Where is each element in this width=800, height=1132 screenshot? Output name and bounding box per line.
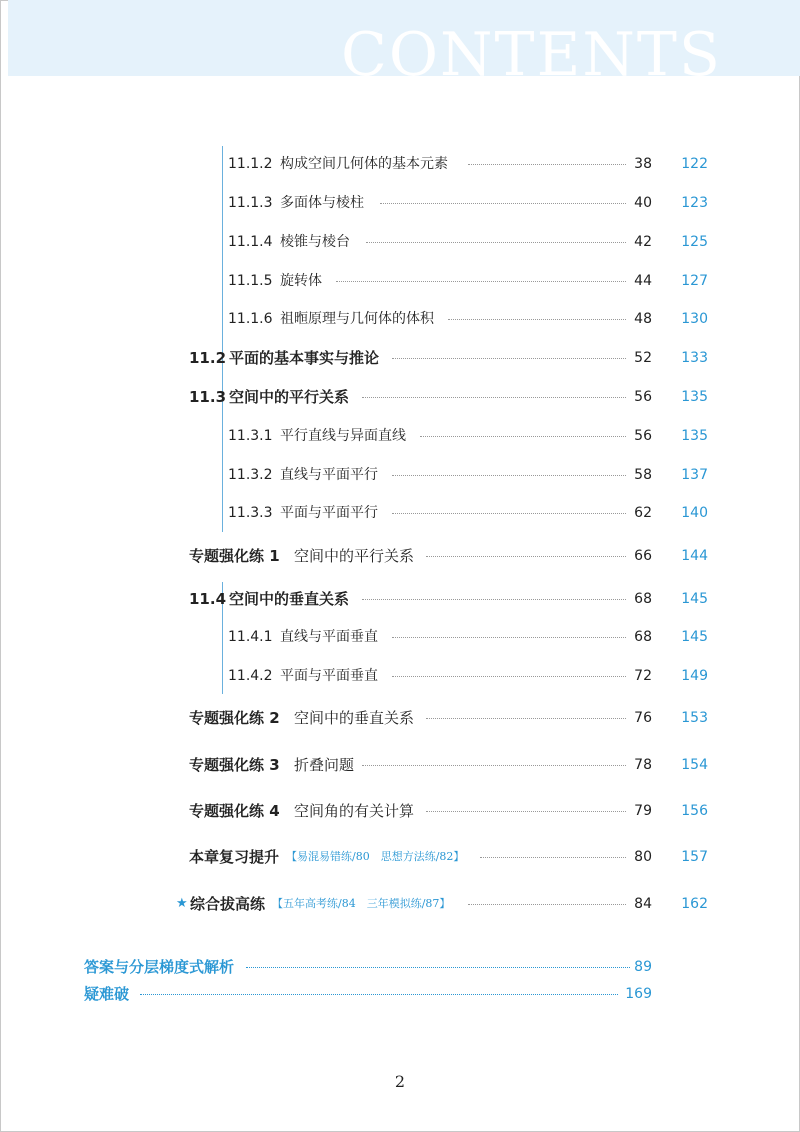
toc-entry[interactable]	[0, 269, 800, 293]
dot-leader	[246, 967, 630, 968]
entry-number: 专题强化练 4	[189, 802, 280, 820]
entry-number: 11.3.1	[228, 428, 273, 444]
dot-leader	[426, 718, 626, 719]
entry-page: 68	[634, 591, 652, 607]
dot-leader	[420, 436, 626, 437]
answer-page: 135	[681, 389, 708, 405]
page-number: 2	[394, 1072, 406, 1091]
toc-entry[interactable]	[0, 706, 800, 730]
entry-page: 38	[634, 156, 652, 172]
entry-page: 84	[634, 896, 652, 912]
toc-entry[interactable]	[0, 664, 800, 688]
toc-entry[interactable]	[0, 152, 800, 176]
answer-page: 140	[681, 505, 708, 521]
appendix-title: 疑难破	[84, 985, 130, 1003]
answer-page: 127	[681, 273, 708, 289]
entry-title: 直线与平面平行	[280, 467, 378, 483]
entry-number: 专题强化练 3	[189, 756, 280, 774]
toc-entry[interactable]	[0, 501, 800, 525]
dot-leader	[140, 994, 618, 995]
entry-number: 11.3.2	[228, 467, 273, 483]
entry-title: 平面与平面平行	[280, 505, 378, 521]
toc-entry[interactable]	[0, 424, 800, 448]
entry-page: 42	[634, 234, 652, 250]
entry-page: 66	[634, 548, 652, 564]
toc-entry[interactable]	[0, 230, 800, 254]
entry-title: 平面与平面垂直	[280, 668, 378, 684]
entry-number: 综合拔高练	[190, 895, 266, 913]
dot-leader	[426, 556, 626, 557]
entry-page: 56	[634, 428, 652, 444]
entry-page: 58	[634, 467, 652, 483]
entry-number: 本章复习提升	[189, 848, 280, 866]
entry-tag: 【五年高考练/84 三年模拟练/87】	[272, 897, 451, 910]
toc-entry[interactable]	[0, 892, 800, 916]
answer-page: 133	[681, 350, 708, 366]
entry-number: 11.1.2	[228, 156, 273, 172]
answer-page: 137	[681, 467, 708, 483]
answer-page: 154	[681, 757, 708, 773]
entry-title: 直线与平面垂直	[280, 629, 378, 645]
entry-page: 62	[634, 505, 652, 521]
dot-leader	[366, 242, 626, 243]
answer-page: 157	[681, 849, 708, 865]
entry-number: 11.3.3	[228, 505, 273, 521]
entry-page: 52	[634, 350, 652, 366]
entry-title: 旋转体	[280, 273, 322, 289]
entry-number: 专题强化练 2	[189, 709, 280, 727]
entry-number: 11.1.6	[228, 311, 273, 327]
appendix-title: 答案与分层梯度式解析	[84, 958, 235, 976]
entry-number: 11.1.5	[228, 273, 273, 289]
entry-page: 80	[634, 849, 652, 865]
entry-title: 棱锥与棱台	[280, 234, 350, 250]
entry-number: 11.4.2	[228, 668, 273, 684]
toc-entry[interactable]	[0, 799, 800, 823]
entry-page: 76	[634, 710, 652, 726]
entry-title: 空间中的平行关系	[294, 547, 415, 565]
answer-page: 122	[681, 156, 708, 172]
toc-entry[interactable]	[0, 346, 800, 370]
dot-leader	[362, 397, 626, 398]
appendix-entry[interactable]	[0, 982, 800, 1006]
entry-page: 79	[634, 803, 652, 819]
entry-title: 祖暅原理与几何体的体积	[280, 311, 434, 327]
entry-title: 构成空间几何体的基本元素	[280, 156, 448, 172]
dot-leader	[392, 676, 626, 677]
entry-title: 折叠问题	[294, 756, 355, 774]
toc-entry[interactable]	[0, 307, 800, 331]
toc-entry[interactable]	[0, 753, 800, 777]
entry-title: 空间中的平行关系	[229, 388, 350, 406]
entry-title: 空间中的垂直关系	[229, 590, 350, 608]
entry-number: 专题强化练 1	[189, 547, 280, 565]
dot-leader	[362, 599, 626, 600]
toc-entry[interactable]	[0, 845, 800, 869]
entry-page: 68	[634, 629, 652, 645]
entry-page: 72	[634, 668, 652, 684]
answer-page: 145	[681, 591, 708, 607]
dot-leader	[362, 765, 626, 766]
answer-page: 149	[681, 668, 708, 684]
entry-number: 11.1.4	[228, 234, 273, 250]
dot-leader	[392, 513, 626, 514]
answer-page: 156	[681, 803, 708, 819]
entry-title: 多面体与棱柱	[280, 195, 364, 211]
entry-title: 平面的基本事实与推论	[229, 349, 380, 367]
entry-page: 40	[634, 195, 652, 211]
appendix-page: 169	[625, 986, 652, 1002]
toc-entry[interactable]	[0, 587, 800, 611]
answer-page: 145	[681, 629, 708, 645]
appendix-page: 89	[634, 959, 652, 975]
entry-tag: 【易混易错练/80 思想方法练/82】	[286, 850, 465, 863]
dot-leader	[426, 811, 626, 812]
entry-title: 空间角的有关计算	[294, 802, 415, 820]
answer-page: 144	[681, 548, 708, 564]
answer-page: 135	[681, 428, 708, 444]
toc-entry[interactable]	[0, 385, 800, 409]
dot-leader	[392, 475, 626, 476]
answer-page: 123	[681, 195, 708, 211]
toc-entry[interactable]	[0, 463, 800, 487]
banner-title: CONTENTS	[340, 20, 722, 76]
answer-page: 153	[681, 710, 708, 726]
dot-leader	[336, 281, 626, 282]
answer-page: 130	[681, 311, 708, 327]
dot-leader	[392, 358, 626, 359]
entry-page: 78	[634, 757, 652, 773]
entry-number: 11.4	[189, 590, 227, 608]
appendix-entry[interactable]	[0, 955, 800, 979]
entry-number: 11.4.1	[228, 629, 273, 645]
header-banner	[8, 0, 800, 76]
toc-entry[interactable]	[0, 544, 800, 568]
star-icon: ★	[176, 896, 188, 911]
entry-page: 48	[634, 311, 652, 327]
entry-page: 44	[634, 273, 652, 289]
entry-number: 11.1.3	[228, 195, 273, 211]
dot-leader	[392, 637, 626, 638]
entry-number: 11.2	[189, 349, 227, 367]
answer-page: 125	[681, 234, 708, 250]
toc-entry[interactable]	[0, 625, 800, 649]
toc-entry[interactable]	[0, 191, 800, 215]
entry-page: 56	[634, 389, 652, 405]
entry-number: 11.3	[189, 388, 227, 406]
entry-title: 平行直线与异面直线	[280, 428, 406, 444]
entry-title: 空间中的垂直关系	[294, 709, 415, 727]
dot-leader	[380, 203, 626, 204]
answer-page: 162	[681, 896, 708, 912]
